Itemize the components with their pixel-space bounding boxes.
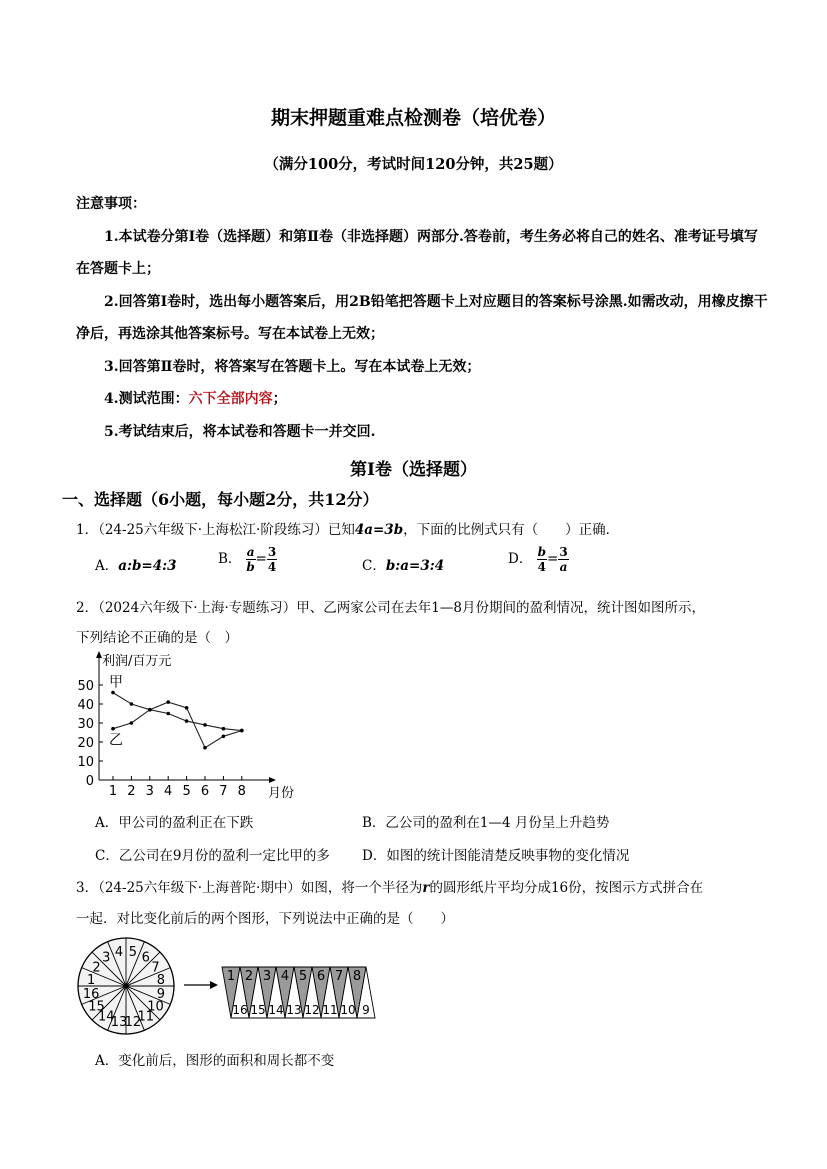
bottom-sector-label: 16 xyxy=(232,1003,248,1017)
q1-b-num: a xyxy=(246,545,255,559)
y-tick-label: 20 xyxy=(77,736,94,751)
data-point xyxy=(203,723,207,727)
q1-option-c-math: b:a=3:4 xyxy=(385,558,445,574)
y-tick-label: 30 xyxy=(77,717,94,732)
data-point xyxy=(166,712,170,716)
notice-item-4-suffix: ； xyxy=(272,391,287,407)
chart-ticks xyxy=(77,679,245,799)
q1-option-d[interactable] xyxy=(508,545,569,574)
divided-circle xyxy=(78,938,174,1034)
q3-radius-var: r xyxy=(422,880,430,896)
q1-d-fraction-1 xyxy=(537,545,547,574)
q3-stem-line2: 一起．对比变化前后的两个图形，下列说法中正确的是（ ） xyxy=(76,911,454,927)
data-point xyxy=(130,702,134,706)
chart-y-axis-label: 利润/百万元 xyxy=(102,654,172,669)
q1-stem-math: 4a=3b xyxy=(354,522,404,538)
section-title: 第Ⅰ卷（选择题） xyxy=(350,460,477,480)
q1-b-fraction-2 xyxy=(267,545,277,574)
top-sector-label: 5 xyxy=(298,969,308,984)
q1-d-fraction-2 xyxy=(558,545,568,574)
sector-label: 1 xyxy=(87,973,96,989)
q1-b-den2: 4 xyxy=(267,560,277,574)
q1-d-num: b xyxy=(537,545,547,559)
notice-item-1-cont: 在答题卡上； xyxy=(76,261,160,277)
x-tick-label: 1 xyxy=(108,784,118,799)
notice-item-2-cont: 净后，再选涂其他答案标号。写在本试卷上无效； xyxy=(76,326,384,342)
circle-center xyxy=(124,984,129,989)
data-point xyxy=(222,735,226,739)
test-scope: 六下全部内容 xyxy=(188,391,273,407)
sector-label: 4 xyxy=(114,945,124,961)
q1-b-eq: = xyxy=(255,551,267,567)
series-label: 甲 xyxy=(109,674,123,691)
x-tick-label: 6 xyxy=(200,784,210,799)
top-sector-label: 3 xyxy=(262,969,272,984)
q1-stem-suffix: ，下面的比例式只有（ ）正确． xyxy=(403,522,620,538)
series-label: 乙 xyxy=(109,732,123,749)
data-point xyxy=(148,708,152,712)
top-sector-label: 7 xyxy=(334,969,344,984)
notice-item-4 xyxy=(104,388,287,408)
series-line-1 xyxy=(113,693,242,731)
data-point xyxy=(240,729,244,733)
q1-b-den: b xyxy=(246,560,255,574)
notice-item-4-prefix: 4.测试范围： xyxy=(104,391,189,407)
bottom-sector-label: 12 xyxy=(304,1003,320,1017)
sector-label: 8 xyxy=(156,973,165,989)
x-tick-label: 4 xyxy=(164,784,173,799)
bottom-sector-label: 14 xyxy=(268,1003,284,1017)
sector-label: 13 xyxy=(110,1014,128,1030)
notice-item-2: 2.回答第Ⅰ卷时，选出每小题答案后，用2B铅笔把答题卡上对应题目的答案标号涂黑.如需改动，用橡皮擦干 xyxy=(104,294,768,310)
y-tick-label: 0 xyxy=(85,774,94,789)
chart-series xyxy=(109,675,244,750)
data-point xyxy=(203,746,207,750)
y-tick-label: 10 xyxy=(77,755,94,770)
sector-label: 12 xyxy=(124,1014,142,1030)
q2-stem-line1: 2．（2024六年级下·上海·专题练习）甲、乙两家公司在去年1—8月份期间的盈利情况，统计图如图所示， xyxy=(76,600,705,616)
sector-label: 2 xyxy=(92,960,101,976)
arrow-icon xyxy=(184,981,218,989)
bottom-sector-label: 15 xyxy=(250,1003,266,1017)
x-tick-label: 5 xyxy=(182,784,191,799)
data-point xyxy=(111,727,115,731)
q2-option-b[interactable]: B．乙公司的盈利在1—4 月份呈上升趋势 xyxy=(362,815,610,831)
q3-stem-suffix: 的圆形纸片平均分成16份，按图示方式拼合在 xyxy=(429,880,704,896)
circle-rearrange-figure xyxy=(70,930,390,1040)
sector-label: 15 xyxy=(88,999,105,1015)
data-point xyxy=(185,719,189,723)
q3-option-a[interactable]: A．变化前后，图形的面积和周长都不变 xyxy=(95,1053,335,1069)
q1-option-a-label: A． xyxy=(95,558,119,574)
data-point xyxy=(185,706,189,710)
q1-d-den2: a xyxy=(559,560,568,574)
top-sector-label: 1 xyxy=(226,969,236,984)
q1-option-d-label: D． xyxy=(508,551,533,567)
q1-d-num2: 3 xyxy=(559,545,568,559)
top-sector-label: 6 xyxy=(316,969,326,984)
sector-label: 6 xyxy=(141,950,150,966)
q1-option-c-label: C． xyxy=(362,558,386,574)
q3-stem-prefix: 3．（24-25六年级下·上海普陀·期中）如图，将一个半径为 xyxy=(76,880,423,896)
q1-option-b-label: B． xyxy=(218,551,242,567)
bottom-sector-label: 9 xyxy=(362,1003,370,1017)
part-heading: 一、选择题（6小题，每小题2分，共12分） xyxy=(62,490,379,509)
sector-label: 7 xyxy=(151,960,160,976)
page-title: 期末押题重难点检测卷（培优卷） xyxy=(270,107,556,129)
q2-option-c[interactable]: C．乙公司在9月份的盈利一定比甲的多 xyxy=(95,848,330,864)
chart-axes xyxy=(96,651,276,783)
sector-label: 11 xyxy=(137,1009,155,1025)
notice-item-1: 1.本试卷分第Ⅰ卷（选择题）和第Ⅱ卷（非选择题）两部分.答卷前，考生务必将自己的姓名、准考证号填写 xyxy=(104,229,758,245)
bottom-sector-label: 13 xyxy=(286,1003,302,1017)
q1-stem-prefix: 1．（24-25六年级下·上海松江·阶段练习）已知 xyxy=(76,522,355,538)
x-tick-label: 8 xyxy=(237,784,246,799)
page-subtitle: （满分100分，考试时间120分钟，共25题） xyxy=(264,156,563,173)
q1-option-c[interactable] xyxy=(362,554,444,574)
q1-stem xyxy=(76,518,619,538)
sector-label: 5 xyxy=(128,945,138,961)
top-sector-label: 4 xyxy=(280,969,290,984)
notice-item-5: 5.考试结束后，将本试卷和答题卡一并交回. xyxy=(104,424,376,440)
sector-label: 10 xyxy=(147,999,164,1015)
chart-x-axis-label: 月份 xyxy=(268,786,295,801)
q1-option-a-math: a:b=4:3 xyxy=(118,558,177,574)
sector-label: 3 xyxy=(102,950,111,966)
rearranged-strip xyxy=(222,967,375,1018)
top-sector-label: 2 xyxy=(244,969,254,984)
notice-heading: 注意事项： xyxy=(76,196,146,212)
sector-label: 9 xyxy=(156,986,165,1002)
q1-d-den: 4 xyxy=(537,560,546,574)
data-point xyxy=(111,691,115,695)
q1-b-fraction-1 xyxy=(246,545,256,574)
q2-stem-line2: 下列结论不正确的是（ ） xyxy=(76,630,238,646)
q1-option-a[interactable] xyxy=(95,554,177,574)
q2-option-d[interactable]: D．如图的统计图能清楚反映事物的变化情况 xyxy=(362,848,630,864)
q1-b-num2: 3 xyxy=(267,545,277,559)
y-tick-label: 40 xyxy=(77,698,94,713)
q2-option-a[interactable]: A．甲公司的盈利正在下跌 xyxy=(95,815,254,831)
sector-label: 16 xyxy=(82,986,100,1002)
x-tick-label: 7 xyxy=(219,784,228,799)
bottom-sector-label: 10 xyxy=(340,1003,356,1017)
x-tick-label: 2 xyxy=(127,784,136,799)
profit-line-chart xyxy=(72,648,312,803)
top-sector-label: 8 xyxy=(352,969,362,984)
q1-option-b[interactable] xyxy=(218,545,277,574)
q1-d-eq: = xyxy=(547,551,559,567)
data-point xyxy=(130,721,134,725)
x-axis-arrow-icon xyxy=(269,777,276,783)
sector-label: 14 xyxy=(97,1009,115,1025)
y-tick-label: 50 xyxy=(77,679,94,694)
q3-stem-line1 xyxy=(76,876,703,896)
data-point xyxy=(166,700,170,704)
data-point xyxy=(222,727,226,731)
x-tick-label: 3 xyxy=(145,784,154,799)
series-line-2 xyxy=(113,702,242,748)
notice-item-3: 3.回答第Ⅱ卷时，将答案写在答题卡上。写在本试卷上无效； xyxy=(104,359,481,375)
bottom-sector-label: 11 xyxy=(322,1003,338,1017)
